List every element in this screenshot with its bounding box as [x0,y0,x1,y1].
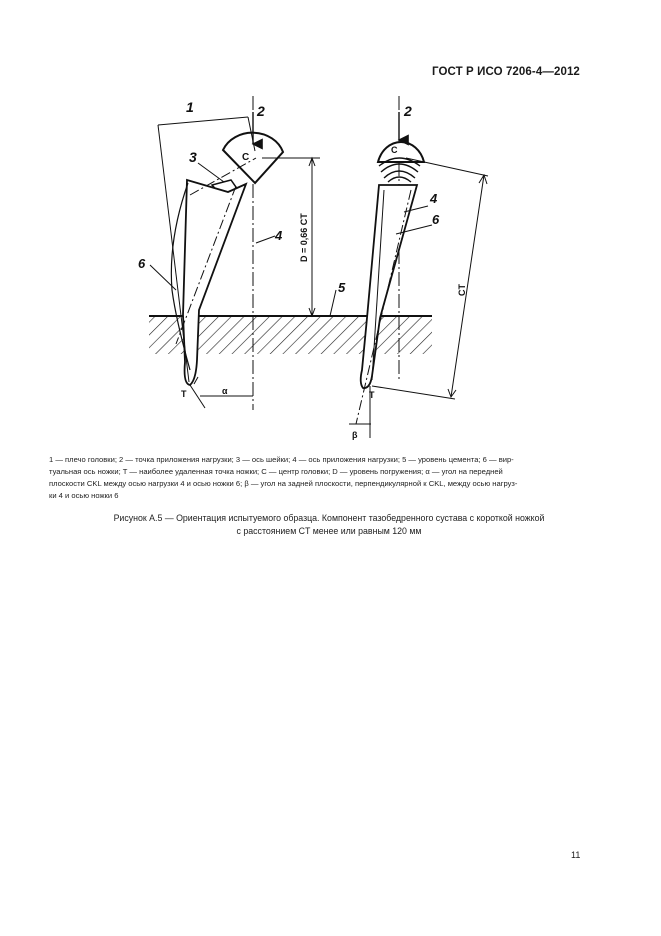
label-c-front: C [242,152,250,163]
label-c-side: C [391,145,398,155]
legend-line-4: ки 4 и осью ножки 6 [49,491,119,500]
label-2-front: 2 [257,103,265,119]
legend-line-2: туальная ось ножки; T — наиболее удаленная точка ножки; C — центр головки; D — уровень погружения; α — угол на передней [49,467,503,476]
legend-line-1: 1 — плечо головки; 2 — точка приложения нагрузки; 3 — ось шейки; 4 — ось приложения нагрузки; 5 — уровень цемента; 6 — вир- [49,455,514,464]
label-alpha: α [222,386,228,396]
standard-header: ГОСТ Р ИСО 7206-4—2012 [432,66,580,78]
side-view [349,96,488,438]
page-number: 11 [571,850,581,860]
label-3: 3 [189,149,197,165]
label-4-front: 4 [275,228,283,243]
label-1: 1 [186,99,194,115]
caption-line-1: Рисунок А.5 — Ориентация испытуемого образца. Компонент тазобедренного сустава с короткой ножкой [113,513,545,523]
legend-line-3: плоскости CKL между осью нагрузки 4 и осью ножки 6; β — угол на задней плоскости, перпендикулярной к CKL, между осью нагруз- [49,479,518,488]
label-beta: β [352,430,358,440]
figure-legend [49,454,585,502]
label-6-side: 6 [432,212,440,227]
figure-caption [49,512,609,538]
stem-body-front [183,180,246,385]
label-depth: D = 0,66 CT [299,213,309,262]
ct-dimension [451,175,484,397]
caption-line-2: с расстоянием CT менее или равным 120 мм [236,526,422,536]
stem-body-side [361,185,417,388]
label-ct: CT [457,284,467,296]
label-6-front: 6 [138,256,146,271]
femoral-head-side [378,142,424,162]
label-t-side: T [369,390,375,400]
label-4-side: 4 [430,191,438,206]
label-5: 5 [338,280,346,295]
label-t-front: T [181,389,187,399]
label-2-side: 2 [404,103,412,119]
figure-diagram [0,0,661,450]
